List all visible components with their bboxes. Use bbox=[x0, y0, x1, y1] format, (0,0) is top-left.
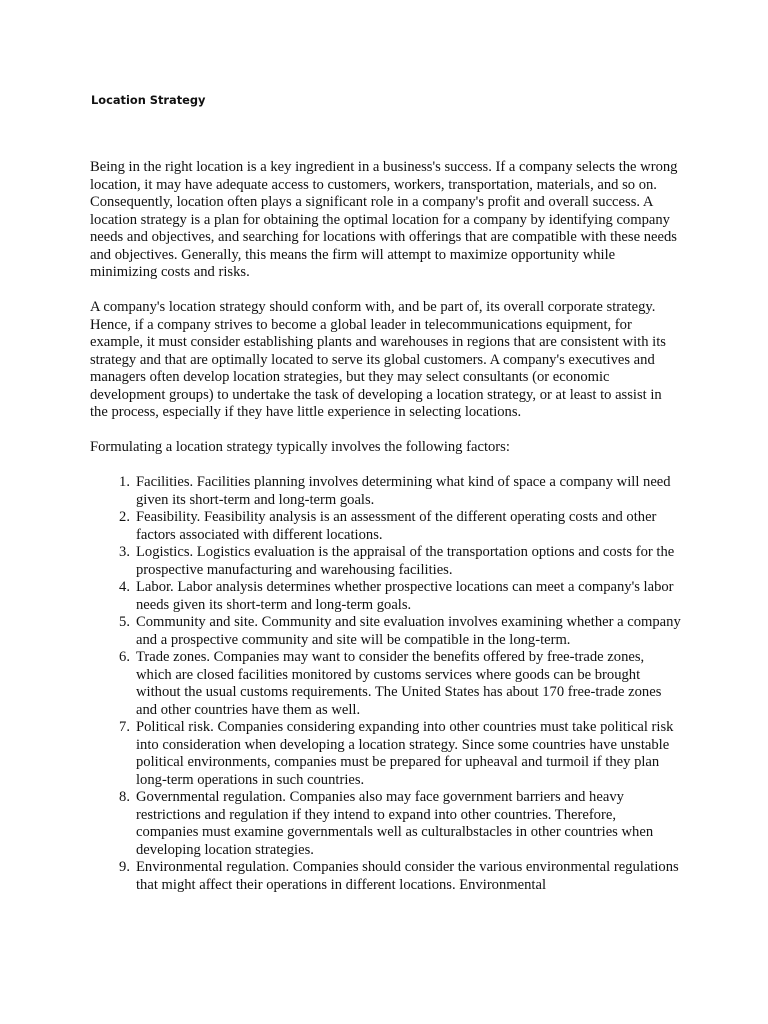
list-item-number: 7. bbox=[119, 719, 130, 735]
list-item-text: Trade zones. Companies may want to consider the benefits offered by free-trade zones, which are closed facilities monitored by customs services where goods can be brought without the usual customs requirements. The United States has about 170 free-trade zones and other countries have them as well. bbox=[136, 649, 662, 718]
document-body bbox=[90, 159, 682, 894]
list-item bbox=[90, 474, 682, 509]
list-item bbox=[90, 614, 682, 649]
list-item-text: Logistics. Logistics evaluation is the appraisal of the transportation options and costs for the prospective manufacturing and warehousing facilities. bbox=[136, 544, 675, 578]
list-item bbox=[90, 544, 682, 579]
list-item bbox=[90, 789, 682, 859]
list-item-number: 1. bbox=[119, 474, 130, 490]
list-item-text: Political risk. Companies considering expanding into other countries must take political risk into consideration when developing a location strategy. Since some countries have unstable political environments, companies must be prepared for upheaval and turmoil if they plan long-term operations in such countries. bbox=[136, 719, 674, 788]
list-item bbox=[90, 719, 682, 789]
factors-list bbox=[90, 474, 682, 894]
document-title: Location Strategy bbox=[91, 93, 206, 107]
list-item-text: Governmental regulation. Companies also may face government barriers and heavy restrictions and regulation if they intend to expand into other countries. Therefore, companies must examine governmentals well as culturalbstacles in other countries when developing location strategies. bbox=[136, 789, 654, 858]
list-item-number: 8. bbox=[119, 789, 130, 805]
paragraph-factors-lead: Formulating a location strategy typically involves the following factors: bbox=[90, 439, 510, 455]
list-item-text: Feasibility. Feasibility analysis is an assessment of the different operating costs and other factors associated with different locations. bbox=[136, 509, 657, 543]
list-item-number: 3. bbox=[119, 544, 130, 560]
list-item-text: Community and site. Community and site evaluation involves examining whether a company and a prospective community and site will be compatible in the long-term. bbox=[136, 614, 681, 648]
list-item-number: 6. bbox=[119, 649, 130, 665]
list-item-number: 9. bbox=[119, 859, 130, 875]
list-item-number: 5. bbox=[119, 614, 130, 630]
list-item bbox=[90, 859, 682, 894]
list-item bbox=[90, 509, 682, 544]
paragraph-corporate-strategy: A company's location strategy should conform with, and be part of, its overall corporate strategy. Hence, if a company strives to become a global leader in telecommunications equipment, for example, it must consider establishing plants and warehouses in regions that are consistent with its strategy and that are optimally located to serve its global customers. A company's executives and managers often develop location strategies, but they may select consultants (or economic development groups) to undertake the task of developing a location strategy, or at least to assist in the process, especially if they have little experience in selecting locations. bbox=[90, 299, 666, 420]
list-item bbox=[90, 649, 682, 719]
list-item-text: Labor. Labor analysis determines whether prospective locations can meet a company's labor needs given its short-term and long-term goals. bbox=[136, 579, 674, 613]
paragraph-intro: Being in the right location is a key ingredient in a business's success. If a company selects the wrong location, it may have adequate access to customers, workers, transportation, materials, and so on. Consequently, location often plays a significant role in a company's profit and overall success. A location strategy is a plan for obtaining the optimal location for a company by identifying company needs and objectives, and searching for locations with offerings that are compatible with these needs and objectives. Generally, this means the firm will attempt to maximize opportunity while minimizing costs and risks. bbox=[90, 159, 678, 280]
list-item-number: 2. bbox=[119, 509, 130, 525]
list-item-text: Facilities. Facilities planning involves determining what kind of space a company will need given its short-term and long-term goals. bbox=[136, 474, 671, 508]
list-item bbox=[90, 579, 682, 614]
list-item-number: 4. bbox=[119, 579, 130, 595]
list-item-text: Environmental regulation. Companies should consider the various environmental regulations that might affect their operations in different locations. Environmental bbox=[136, 859, 679, 893]
